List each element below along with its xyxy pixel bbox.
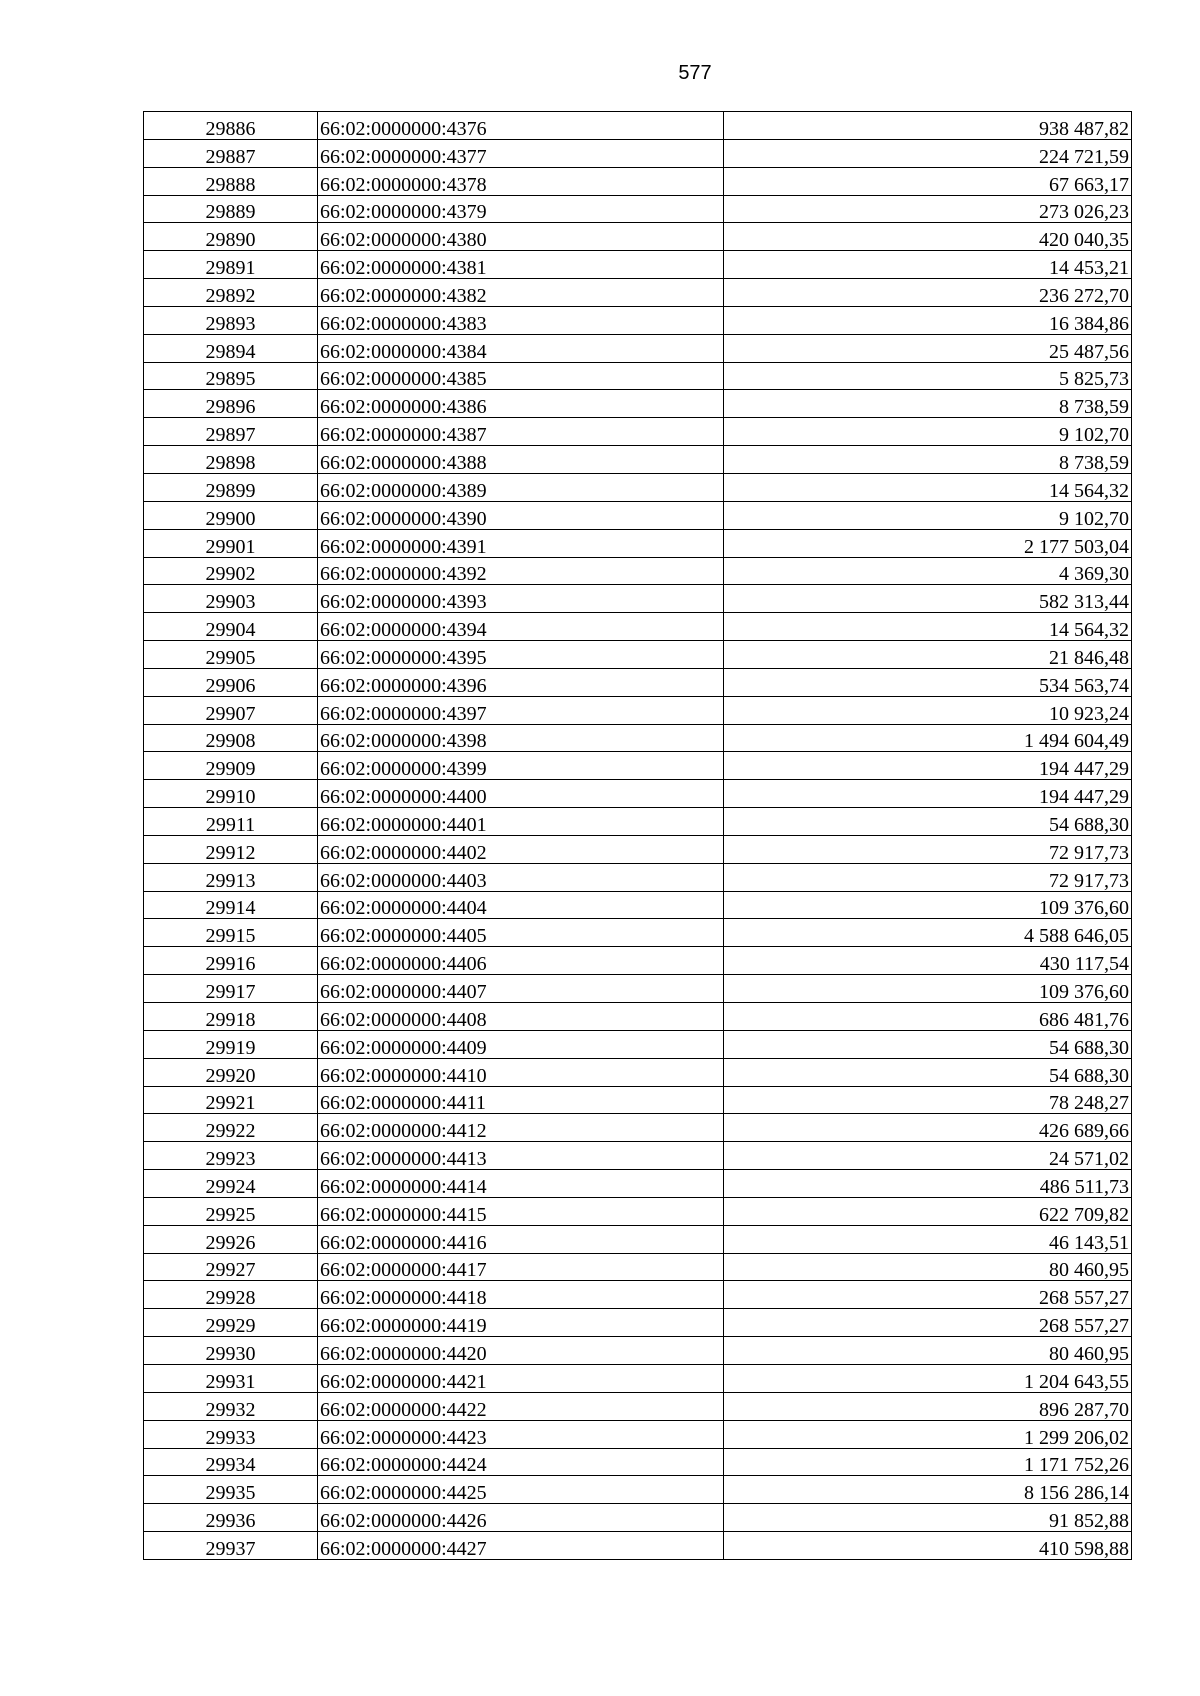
table-row: [144, 251, 1132, 279]
row-number-cell: 29890: [144, 223, 318, 251]
cadastral-number-cell: 66:02:0000000:4412: [318, 1114, 724, 1142]
cadastral-number-cell: 66:02:0000000:4394: [318, 613, 724, 641]
table-row: [144, 1086, 1132, 1114]
cadastral-value-cell: 78 248,27: [724, 1086, 1132, 1114]
cadastral-number-cell: 66:02:0000000:4381: [318, 251, 724, 279]
row-number-cell: 29912: [144, 835, 318, 863]
cadastral-number-cell: 66:02:0000000:4415: [318, 1197, 724, 1225]
cadastral-value-cell: 1 204 643,55: [724, 1364, 1132, 1392]
cadastral-value-cell: 9 102,70: [724, 501, 1132, 529]
table-row: [144, 279, 1132, 307]
table-row: [144, 1448, 1132, 1476]
cadastral-number-cell: 66:02:0000000:4377: [318, 139, 724, 167]
cadastral-number-cell: 66:02:0000000:4383: [318, 306, 724, 334]
table-row: [144, 947, 1132, 975]
row-number-cell: 29887: [144, 139, 318, 167]
cadastral-value-cell: 24 571,02: [724, 1142, 1132, 1170]
cadastral-value-cell: 9 102,70: [724, 418, 1132, 446]
cadastral-value-cell: 686 481,76: [724, 1003, 1132, 1031]
row-number-cell: 29886: [144, 112, 318, 140]
table-row: [144, 501, 1132, 529]
row-number-cell: 29897: [144, 418, 318, 446]
page-number: 577: [678, 62, 712, 84]
table-row: [144, 613, 1132, 641]
cadastral-number-cell: 66:02:0000000:4402: [318, 835, 724, 863]
table-row: [144, 1420, 1132, 1448]
row-number-cell: 29904: [144, 613, 318, 641]
cadastral-number-cell: 66:02:0000000:4417: [318, 1253, 724, 1281]
cadastral-value-cell: 25 487,56: [724, 334, 1132, 362]
table-row: [144, 167, 1132, 195]
row-number-cell: 29928: [144, 1281, 318, 1309]
cadastral-number-cell: 66:02:0000000:4418: [318, 1281, 724, 1309]
table-row: [144, 529, 1132, 557]
cadastral-number-cell: 66:02:0000000:4404: [318, 891, 724, 919]
cadastral-value-cell: 430 117,54: [724, 947, 1132, 975]
cadastral-number-cell: 66:02:0000000:4382: [318, 279, 724, 307]
row-number-cell: 29921: [144, 1086, 318, 1114]
cadastral-number-cell: 66:02:0000000:4421: [318, 1364, 724, 1392]
table-row: [144, 1392, 1132, 1420]
row-number-cell: 29922: [144, 1114, 318, 1142]
cadastral-number-cell: 66:02:0000000:4386: [318, 390, 724, 418]
table-row: [144, 390, 1132, 418]
cadastral-value-cell: 54 688,30: [724, 1030, 1132, 1058]
table-row: [144, 223, 1132, 251]
cadastral-number-cell: 66:02:0000000:4408: [318, 1003, 724, 1031]
cadastral-value-cell: 14 453,21: [724, 251, 1132, 279]
table-row: [144, 808, 1132, 836]
cadastral-value-table: [143, 111, 1132, 1560]
cadastral-number-cell: 66:02:0000000:4390: [318, 501, 724, 529]
row-number-cell: 29934: [144, 1448, 318, 1476]
row-number-cell: 29902: [144, 557, 318, 585]
cadastral-value-cell: 21 846,48: [724, 641, 1132, 669]
cadastral-number-cell: 66:02:0000000:4393: [318, 585, 724, 613]
cadastral-number-cell: 66:02:0000000:4406: [318, 947, 724, 975]
cadastral-value-cell: 72 917,73: [724, 835, 1132, 863]
cadastral-value-cell: 67 663,17: [724, 167, 1132, 195]
row-number-cell: 29936: [144, 1504, 318, 1532]
cadastral-number-cell: 66:02:0000000:4400: [318, 780, 724, 808]
cadastral-number-cell: 66:02:0000000:4399: [318, 752, 724, 780]
table-row: [144, 975, 1132, 1003]
cadastral-value-cell: 72 917,73: [724, 863, 1132, 891]
cadastral-value-cell: 80 460,95: [724, 1337, 1132, 1365]
table-row: [144, 139, 1132, 167]
table-body: [144, 112, 1132, 1560]
row-number-cell: 29905: [144, 641, 318, 669]
table-row: [144, 334, 1132, 362]
cadastral-number-cell: 66:02:0000000:4423: [318, 1420, 724, 1448]
table-row: [144, 1058, 1132, 1086]
cadastral-number-cell: 66:02:0000000:4401: [318, 808, 724, 836]
table-row: [144, 835, 1132, 863]
table-row: [144, 1337, 1132, 1365]
row-number-cell: 29888: [144, 167, 318, 195]
cadastral-number-cell: 66:02:0000000:4392: [318, 557, 724, 585]
cadastral-number-cell: 66:02:0000000:4389: [318, 473, 724, 501]
cadastral-number-cell: 66:02:0000000:4397: [318, 696, 724, 724]
table-row: [144, 919, 1132, 947]
cadastral-number-cell: 66:02:0000000:4403: [318, 863, 724, 891]
cadastral-value-cell: 1 494 604,49: [724, 724, 1132, 752]
cadastral-number-cell: 66:02:0000000:4407: [318, 975, 724, 1003]
cadastral-value-cell: 622 709,82: [724, 1197, 1132, 1225]
table-row: [144, 1114, 1132, 1142]
cadastral-number-cell: 66:02:0000000:4385: [318, 362, 724, 390]
table-row: [144, 780, 1132, 808]
row-number-cell: 29926: [144, 1225, 318, 1253]
cadastral-value-cell: 194 447,29: [724, 752, 1132, 780]
cadastral-value-cell: 410 598,88: [724, 1532, 1132, 1560]
cadastral-value-cell: 80 460,95: [724, 1253, 1132, 1281]
row-number-cell: 29914: [144, 891, 318, 919]
table-row: [144, 641, 1132, 669]
table-row: [144, 306, 1132, 334]
table-row: [144, 863, 1132, 891]
row-number-cell: 29891: [144, 251, 318, 279]
table-row: [144, 195, 1132, 223]
row-number-cell: 29931: [144, 1364, 318, 1392]
table-row: [144, 1003, 1132, 1031]
cadastral-value-cell: 194 447,29: [724, 780, 1132, 808]
row-number-cell: 29895: [144, 362, 318, 390]
table-row: [144, 1364, 1132, 1392]
cadastral-value-cell: 91 852,88: [724, 1504, 1132, 1532]
cadastral-value-cell: 8 738,59: [724, 446, 1132, 474]
cadastral-number-cell: 66:02:0000000:4413: [318, 1142, 724, 1170]
cadastral-value-cell: 8 156 286,14: [724, 1476, 1132, 1504]
cadastral-value-cell: 534 563,74: [724, 668, 1132, 696]
table-row: [144, 1197, 1132, 1225]
cadastral-value-cell: 2 177 503,04: [724, 529, 1132, 557]
table-row: [144, 1170, 1132, 1198]
cadastral-number-cell: 66:02:0000000:4409: [318, 1030, 724, 1058]
table-row: [144, 362, 1132, 390]
table-row: [144, 668, 1132, 696]
row-number-cell: 29920: [144, 1058, 318, 1086]
cadastral-value-cell: 4 588 646,05: [724, 919, 1132, 947]
row-number-cell: 29913: [144, 863, 318, 891]
cadastral-number-cell: 66:02:0000000:4378: [318, 167, 724, 195]
row-number-cell: 29918: [144, 1003, 318, 1031]
row-number-cell: 29903: [144, 585, 318, 613]
cadastral-number-cell: 66:02:0000000:4414: [318, 1170, 724, 1198]
table-row: [144, 891, 1132, 919]
cadastral-value-cell: 4 369,30: [724, 557, 1132, 585]
cadastral-number-cell: 66:02:0000000:4376: [318, 112, 724, 140]
cadastral-value-cell: 268 557,27: [724, 1281, 1132, 1309]
cadastral-value-cell: 426 689,66: [724, 1114, 1132, 1142]
cadastral-value-cell: 46 143,51: [724, 1225, 1132, 1253]
table-row: [144, 1253, 1132, 1281]
cadastral-number-cell: 66:02:0000000:4380: [318, 223, 724, 251]
cadastral-value-cell: 273 026,23: [724, 195, 1132, 223]
row-number-cell: 29929: [144, 1309, 318, 1337]
cadastral-number-cell: 66:02:0000000:4426: [318, 1504, 724, 1532]
cadastral-value-cell: 268 557,27: [724, 1309, 1132, 1337]
table-row: [144, 1030, 1132, 1058]
row-number-cell: 29889: [144, 195, 318, 223]
cadastral-value-cell: 1 299 206,02: [724, 1420, 1132, 1448]
row-number-cell: 29911: [144, 808, 318, 836]
cadastral-value-cell: 896 287,70: [724, 1392, 1132, 1420]
table-row: [144, 724, 1132, 752]
table-row: [144, 112, 1132, 140]
cadastral-value-cell: 54 688,30: [724, 1058, 1132, 1086]
row-number-cell: 29893: [144, 306, 318, 334]
cadastral-value-cell: 14 564,32: [724, 473, 1132, 501]
table-row: [144, 473, 1132, 501]
cadastral-value-cell: 5 825,73: [724, 362, 1132, 390]
row-number-cell: 29906: [144, 668, 318, 696]
row-number-cell: 29907: [144, 696, 318, 724]
row-number-cell: 29908: [144, 724, 318, 752]
cadastral-value-cell: 14 564,32: [724, 613, 1132, 641]
cadastral-number-cell: 66:02:0000000:4388: [318, 446, 724, 474]
cadastral-number-cell: 66:02:0000000:4405: [318, 919, 724, 947]
cadastral-number-cell: 66:02:0000000:4419: [318, 1309, 724, 1337]
row-number-cell: 29896: [144, 390, 318, 418]
cadastral-value-cell: 54 688,30: [724, 808, 1132, 836]
cadastral-number-cell: 66:02:0000000:4427: [318, 1532, 724, 1560]
table-row: [144, 418, 1132, 446]
table-row: [144, 1532, 1132, 1560]
cadastral-value-cell: 224 721,59: [724, 139, 1132, 167]
cadastral-value-cell: 109 376,60: [724, 975, 1132, 1003]
row-number-cell: 29899: [144, 473, 318, 501]
table-row: [144, 1281, 1132, 1309]
row-number-cell: 29917: [144, 975, 318, 1003]
cadastral-value-cell: 582 313,44: [724, 585, 1132, 613]
row-number-cell: 29915: [144, 919, 318, 947]
table-row: [144, 696, 1132, 724]
cadastral-number-cell: 66:02:0000000:4416: [318, 1225, 724, 1253]
row-number-cell: 29909: [144, 752, 318, 780]
cadastral-number-cell: 66:02:0000000:4384: [318, 334, 724, 362]
row-number-cell: 29927: [144, 1253, 318, 1281]
cadastral-value-cell: 420 040,35: [724, 223, 1132, 251]
table-row: [144, 446, 1132, 474]
row-number-cell: 29924: [144, 1170, 318, 1198]
cadastral-value-cell: 8 738,59: [724, 390, 1132, 418]
cadastral-value-cell: 109 376,60: [724, 891, 1132, 919]
cadastral-number-cell: 66:02:0000000:4424: [318, 1448, 724, 1476]
row-number-cell: 29923: [144, 1142, 318, 1170]
row-number-cell: 29925: [144, 1197, 318, 1225]
cadastral-number-cell: 66:02:0000000:4387: [318, 418, 724, 446]
cadastral-value-cell: 486 511,73: [724, 1170, 1132, 1198]
row-number-cell: 29930: [144, 1337, 318, 1365]
row-number-cell: 29919: [144, 1030, 318, 1058]
cadastral-value-cell: 236 272,70: [724, 279, 1132, 307]
row-number-cell: 29900: [144, 501, 318, 529]
cadastral-number-cell: 66:02:0000000:4410: [318, 1058, 724, 1086]
row-number-cell: 29894: [144, 334, 318, 362]
table-row: [144, 1225, 1132, 1253]
row-number-cell: 29910: [144, 780, 318, 808]
table-row: [144, 557, 1132, 585]
table-row: [144, 585, 1132, 613]
row-number-cell: 29898: [144, 446, 318, 474]
row-number-cell: 29937: [144, 1532, 318, 1560]
table-row: [144, 1309, 1132, 1337]
cadastral-number-cell: 66:02:0000000:4391: [318, 529, 724, 557]
cadastral-value-cell: 16 384,86: [724, 306, 1132, 334]
row-number-cell: 29892: [144, 279, 318, 307]
cadastral-number-cell: 66:02:0000000:4425: [318, 1476, 724, 1504]
table-row: [144, 1504, 1132, 1532]
cadastral-number-cell: 66:02:0000000:4422: [318, 1392, 724, 1420]
cadastral-value-cell: 938 487,82: [724, 112, 1132, 140]
table-row: [144, 1476, 1132, 1504]
cadastral-number-cell: 66:02:0000000:4398: [318, 724, 724, 752]
row-number-cell: 29932: [144, 1392, 318, 1420]
table-row: [144, 1142, 1132, 1170]
cadastral-number-cell: 66:02:0000000:4395: [318, 641, 724, 669]
cadastral-value-cell: 10 923,24: [724, 696, 1132, 724]
table-row: [144, 752, 1132, 780]
cadastral-number-cell: 66:02:0000000:4420: [318, 1337, 724, 1365]
cadastral-number-cell: 66:02:0000000:4411: [318, 1086, 724, 1114]
row-number-cell: 29916: [144, 947, 318, 975]
cadastral-number-cell: 66:02:0000000:4396: [318, 668, 724, 696]
cadastral-number-cell: 66:02:0000000:4379: [318, 195, 724, 223]
row-number-cell: 29901: [144, 529, 318, 557]
row-number-cell: 29935: [144, 1476, 318, 1504]
cadastral-value-cell: 1 171 752,26: [724, 1448, 1132, 1476]
row-number-cell: 29933: [144, 1420, 318, 1448]
